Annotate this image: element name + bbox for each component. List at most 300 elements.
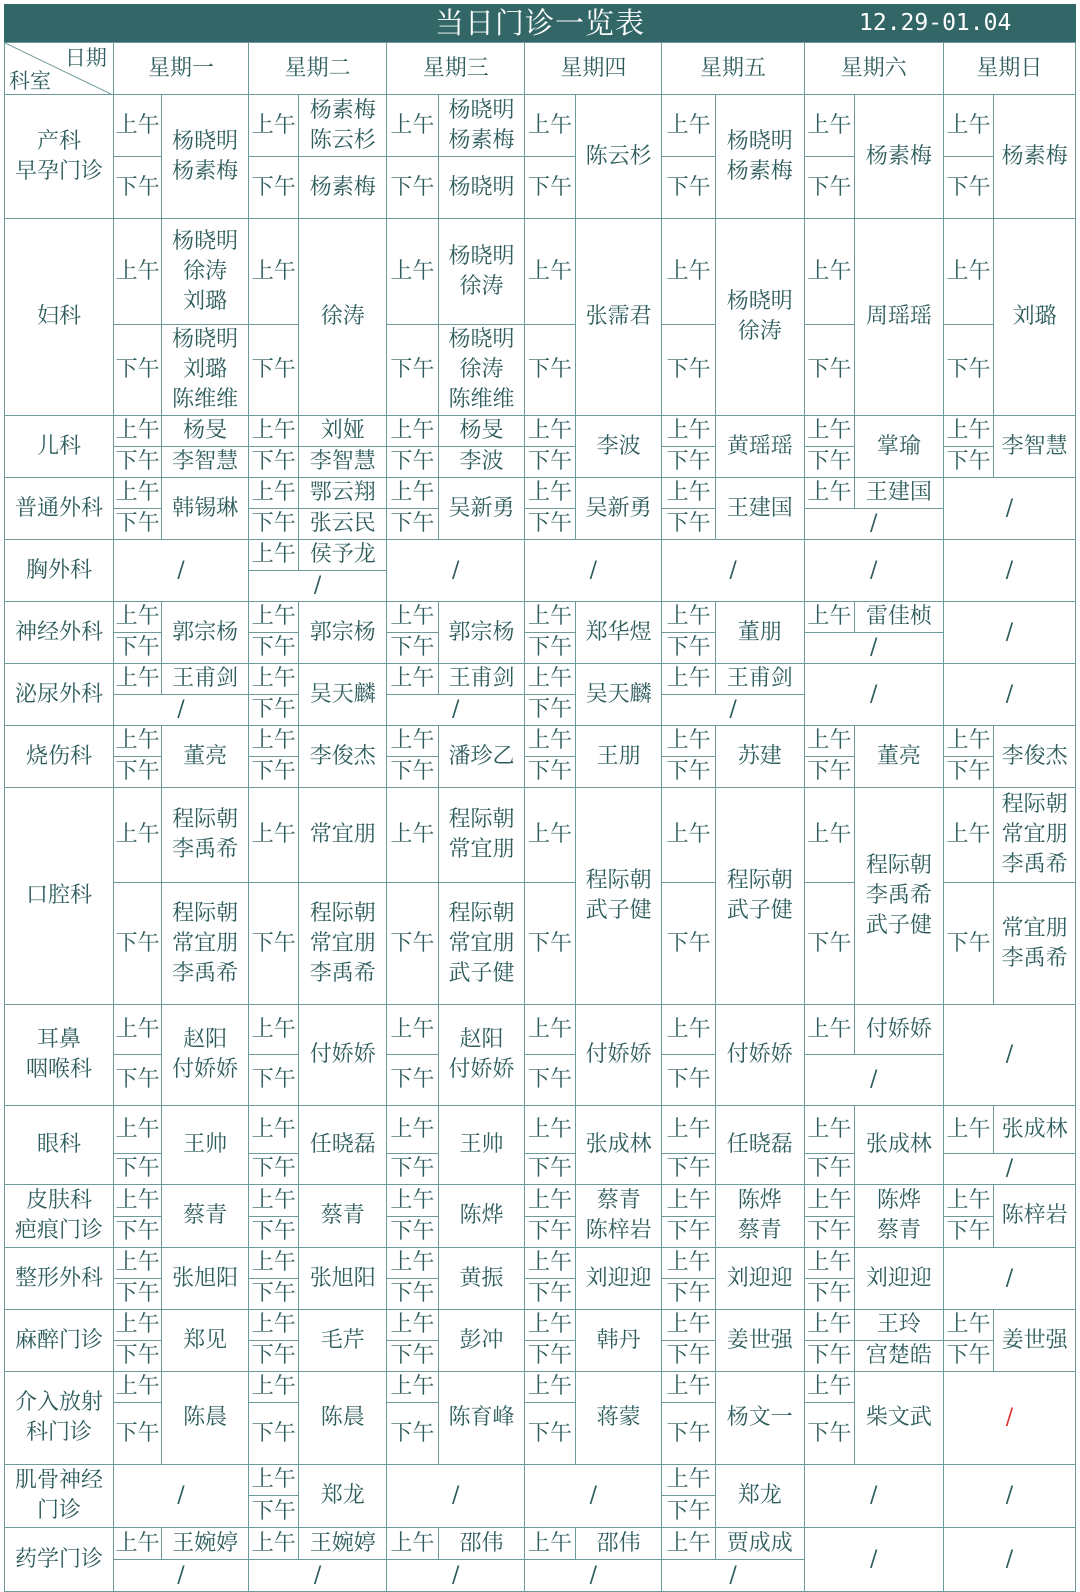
doctor-cell bbox=[994, 95, 1076, 219]
department-name bbox=[5, 788, 114, 1005]
pm-label: 下午 bbox=[662, 633, 715, 664]
am-label: 上午 bbox=[804, 1310, 854, 1341]
table-row bbox=[5, 664, 1076, 695]
doctor-name: 武子健 bbox=[585, 898, 652, 923]
pm-label: 下午 bbox=[387, 1403, 438, 1465]
doctor-name: 陈晨 bbox=[183, 1405, 228, 1430]
day-header: 星期三 bbox=[387, 43, 525, 95]
doctor-cell bbox=[438, 325, 525, 416]
doctor-name: 程际朝 bbox=[448, 900, 515, 926]
doctor-cell bbox=[994, 788, 1076, 883]
doctor-cell bbox=[994, 883, 1076, 1005]
doctor-cell bbox=[438, 664, 525, 695]
pm-label: 下午 bbox=[113, 1154, 161, 1185]
am-label: 上午 bbox=[249, 1248, 299, 1279]
doctor-cell bbox=[162, 1005, 249, 1106]
pm-label: 下午 bbox=[387, 325, 438, 416]
department-name bbox=[5, 602, 114, 664]
pm-label: 下午 bbox=[387, 1055, 438, 1106]
pm-label: 下午 bbox=[113, 633, 161, 664]
am-label: 上午 bbox=[249, 478, 299, 509]
department-name bbox=[5, 726, 114, 788]
doctor-name: 杨素梅 bbox=[1001, 143, 1068, 169]
doctor-name: 李俊杰 bbox=[1001, 743, 1068, 769]
day-header: 星期二 bbox=[249, 43, 387, 95]
am-label: 上午 bbox=[387, 1310, 438, 1341]
pm-label: 下午 bbox=[525, 1154, 575, 1185]
empty-slot: / bbox=[387, 695, 525, 726]
am-label: 上午 bbox=[804, 1372, 854, 1403]
doctor-cell bbox=[299, 1310, 387, 1372]
department-name bbox=[5, 664, 114, 726]
doctor-name: 李禹希 bbox=[1001, 945, 1068, 971]
pm-label: 下午 bbox=[662, 883, 715, 1005]
doctor-name: 王婉婷 bbox=[309, 1530, 376, 1556]
doctor-cell bbox=[575, 1106, 662, 1185]
am-label: 上午 bbox=[943, 416, 993, 447]
doctor-name: 姜世强 bbox=[726, 1327, 793, 1353]
department-name-line: 肌骨神经 bbox=[14, 1468, 103, 1493]
doctor-name: 任晓磊 bbox=[726, 1132, 793, 1157]
empty-slot: / bbox=[943, 1372, 1075, 1465]
empty-slot: / bbox=[525, 1560, 662, 1592]
doctor-cell bbox=[855, 219, 944, 416]
doctor-cell bbox=[855, 478, 944, 509]
doctor-name: 彭冲 bbox=[459, 1327, 504, 1353]
am-label: 上午 bbox=[113, 1106, 161, 1154]
am-label: 上午 bbox=[525, 416, 575, 447]
am-label: 上午 bbox=[525, 726, 575, 757]
doctor-cell bbox=[715, 1106, 804, 1185]
empty-slot: / bbox=[943, 602, 1075, 664]
doctor-cell bbox=[715, 416, 804, 478]
doctor-cell bbox=[299, 540, 387, 571]
corner-dept-label: 科室 bbox=[9, 69, 51, 93]
doctor-name: 李禹希 bbox=[172, 837, 239, 862]
doctor-cell bbox=[855, 1341, 944, 1372]
am-label: 上午 bbox=[804, 1005, 854, 1055]
department-name-line: 麻醉门诊 bbox=[14, 1327, 103, 1353]
am-label: 上午 bbox=[249, 1185, 299, 1217]
doctor-cell bbox=[162, 219, 249, 325]
am-label: 上午 bbox=[804, 1248, 854, 1279]
department-name bbox=[5, 219, 114, 416]
pm-label: 下午 bbox=[249, 1403, 299, 1465]
doctor-name: 李智慧 bbox=[172, 449, 239, 474]
am-label: 上午 bbox=[387, 219, 438, 325]
empty-slot: / bbox=[943, 478, 1075, 540]
am-label: 上午 bbox=[525, 478, 575, 509]
pm-label: 下午 bbox=[249, 1279, 299, 1310]
doctor-cell bbox=[855, 1106, 944, 1185]
empty-slot: / bbox=[804, 633, 943, 664]
pm-label: 下午 bbox=[249, 1217, 299, 1248]
schedule-sheet bbox=[4, 4, 1076, 1592]
am-label: 上午 bbox=[525, 1372, 575, 1403]
department-name-line: 产科 bbox=[36, 128, 81, 154]
pm-label: 下午 bbox=[804, 157, 854, 219]
pm-label: 下午 bbox=[662, 1055, 715, 1106]
doctor-name: 蔡青 bbox=[876, 1218, 921, 1243]
am-label: 上午 bbox=[662, 1248, 715, 1279]
doctor-name: 杨素梅 bbox=[309, 97, 376, 123]
department-name-line: 整形外科 bbox=[14, 1265, 103, 1291]
doctor-name: 常宜朋 bbox=[172, 930, 239, 956]
doctor-cell bbox=[575, 1528, 662, 1560]
empty-slot: / bbox=[804, 1465, 943, 1528]
doctor-cell bbox=[715, 1005, 804, 1106]
doctor-name: 杨旻 bbox=[183, 418, 228, 443]
am-label: 上午 bbox=[804, 95, 854, 157]
pm-label: 下午 bbox=[249, 157, 299, 219]
pm-label: 下午 bbox=[525, 1279, 575, 1310]
pm-label: 下午 bbox=[387, 1341, 438, 1372]
doctor-name: 常宜朋 bbox=[1001, 915, 1068, 941]
am-label: 上午 bbox=[113, 788, 161, 883]
doctor-cell bbox=[575, 602, 662, 664]
doctor-name: 徐涛 bbox=[459, 273, 504, 299]
doctor-cell bbox=[575, 1248, 662, 1310]
doctor-name: 王婉婷 bbox=[172, 1530, 239, 1556]
doctor-cell bbox=[162, 447, 249, 478]
doctor-name: 蔡青 bbox=[737, 1218, 782, 1243]
pm-label: 下午 bbox=[662, 1154, 715, 1185]
doctor-cell bbox=[715, 1185, 804, 1248]
table-row bbox=[5, 602, 1076, 633]
doctor-cell bbox=[715, 788, 804, 1005]
am-label: 上午 bbox=[804, 219, 854, 325]
pm-label: 下午 bbox=[387, 757, 438, 788]
department-name-line: 神经外科 bbox=[14, 619, 103, 645]
pm-label: 下午 bbox=[662, 757, 715, 788]
doctor-cell bbox=[575, 1310, 662, 1372]
department-name bbox=[5, 1106, 114, 1185]
doctor-cell bbox=[299, 726, 387, 788]
table-row bbox=[5, 1106, 1076, 1154]
doctor-name: 王甫剑 bbox=[726, 666, 793, 691]
doctor-name: 吴新勇 bbox=[585, 495, 652, 521]
pm-label: 下午 bbox=[249, 325, 299, 416]
department-name bbox=[5, 1465, 114, 1528]
pm-label: 下午 bbox=[943, 1217, 993, 1248]
doctor-name: 常宜朋 bbox=[448, 930, 515, 956]
doctor-cell bbox=[715, 1310, 804, 1372]
doctor-name: 李禹希 bbox=[172, 960, 239, 986]
department-name bbox=[5, 1310, 114, 1372]
table-row bbox=[5, 1372, 1076, 1403]
am-label: 上午 bbox=[525, 1106, 575, 1154]
am-label: 上午 bbox=[943, 1106, 993, 1154]
am-label: 上午 bbox=[249, 1106, 299, 1154]
am-label: 上午 bbox=[387, 1248, 438, 1279]
department-name bbox=[5, 1248, 114, 1310]
pm-label: 下午 bbox=[804, 757, 854, 788]
pm-label: 下午 bbox=[804, 883, 854, 1005]
doctor-cell bbox=[575, 664, 662, 726]
am-label: 上午 bbox=[249, 788, 299, 883]
empty-slot: / bbox=[804, 540, 943, 602]
doctor-name: 徐涛 bbox=[459, 357, 504, 382]
empty-slot: / bbox=[804, 509, 943, 540]
am-label: 上午 bbox=[804, 788, 854, 883]
am-label: 上午 bbox=[387, 1528, 438, 1560]
am-label: 上午 bbox=[525, 1005, 575, 1055]
department-name-line: 耳鼻 bbox=[36, 1027, 81, 1052]
doctor-cell bbox=[162, 788, 249, 883]
department-name-line: 咽喉科 bbox=[25, 1057, 92, 1082]
doctor-name: 杨文一 bbox=[726, 1405, 793, 1430]
doctor-cell bbox=[715, 1372, 804, 1465]
department-name-line: 儿科 bbox=[36, 433, 81, 459]
doctor-cell bbox=[299, 1465, 387, 1528]
pm-label: 下午 bbox=[662, 447, 715, 478]
pm-label: 下午 bbox=[804, 1403, 854, 1465]
department-name-line: 药学门诊 bbox=[14, 1546, 103, 1572]
empty-slot: / bbox=[662, 695, 804, 726]
am-label: 上午 bbox=[113, 1528, 161, 1560]
day-header: 星期六 bbox=[804, 43, 943, 95]
doctor-name: 陈烨 bbox=[737, 1188, 782, 1213]
doctor-name: 任晓磊 bbox=[309, 1132, 376, 1157]
empty-slot: / bbox=[943, 1528, 1075, 1592]
doctor-name: 黄振 bbox=[459, 1265, 504, 1291]
am-label: 上午 bbox=[662, 788, 715, 883]
doctor-cell bbox=[299, 219, 387, 416]
am-label: 上午 bbox=[249, 602, 299, 633]
am-label: 上午 bbox=[113, 1310, 161, 1341]
am-label: 上午 bbox=[662, 1465, 715, 1496]
doctor-name: 董亮 bbox=[876, 743, 921, 769]
doctor-cell bbox=[162, 664, 249, 695]
am-label: 上午 bbox=[249, 1005, 299, 1055]
doctor-name: 杨素梅 bbox=[309, 174, 376, 200]
pm-label: 下午 bbox=[387, 883, 438, 1005]
pm-label: 下午 bbox=[943, 757, 993, 788]
doctor-name: 程际朝 bbox=[726, 868, 793, 893]
doctor-name: 武子健 bbox=[726, 898, 793, 923]
doctor-cell bbox=[162, 1310, 249, 1372]
doctor-cell bbox=[299, 1005, 387, 1106]
table-row bbox=[5, 219, 1076, 325]
doctor-cell bbox=[438, 1248, 525, 1310]
am-label: 上午 bbox=[113, 1005, 161, 1055]
doctor-name: 杨素梅 bbox=[172, 158, 239, 184]
am-label: 上午 bbox=[249, 664, 299, 695]
doctor-name: 陈梓岩 bbox=[1001, 1203, 1068, 1228]
doctor-name: 程际朝 bbox=[1001, 792, 1068, 817]
doctor-name: 邵伟 bbox=[596, 1530, 641, 1556]
doctor-name: 掌瑜 bbox=[876, 433, 921, 459]
pm-label: 下午 bbox=[662, 1496, 715, 1528]
doctor-name: 张霈君 bbox=[585, 304, 652, 329]
doctor-name: 赵阳 bbox=[183, 1027, 228, 1052]
empty-slot: / bbox=[804, 1528, 943, 1592]
am-label: 上午 bbox=[804, 1185, 854, 1217]
am-label: 上午 bbox=[525, 788, 575, 883]
doctor-name: 李波 bbox=[459, 449, 504, 474]
doctor-name: 王朋 bbox=[596, 743, 641, 769]
department-name bbox=[5, 540, 114, 602]
doctor-cell bbox=[855, 1248, 944, 1310]
pm-label: 下午 bbox=[525, 157, 575, 219]
pm-label: 下午 bbox=[943, 157, 993, 219]
am-label: 上午 bbox=[662, 95, 715, 157]
doctor-cell bbox=[438, 95, 525, 157]
doctor-cell bbox=[162, 325, 249, 416]
pm-label: 下午 bbox=[662, 1341, 715, 1372]
doctor-name: 武子健 bbox=[448, 960, 515, 986]
pm-label: 下午 bbox=[804, 1279, 854, 1310]
pm-label: 下午 bbox=[113, 1217, 161, 1248]
am-label: 上午 bbox=[804, 478, 854, 509]
corner-date-label: 日期 bbox=[64, 46, 107, 70]
empty-slot: / bbox=[943, 1154, 1075, 1185]
doctor-cell bbox=[438, 1528, 525, 1560]
doctor-cell bbox=[299, 95, 387, 157]
doctor-cell bbox=[299, 416, 387, 447]
doctor-cell bbox=[162, 1106, 249, 1185]
doctor-cell bbox=[438, 1185, 525, 1248]
am-label: 上午 bbox=[804, 416, 854, 447]
doctor-name: 柴文武 bbox=[865, 1405, 932, 1430]
doctor-cell bbox=[575, 416, 662, 478]
doctor-cell bbox=[715, 219, 804, 416]
doctor-name: 张成林 bbox=[1001, 1116, 1068, 1142]
pm-label: 下午 bbox=[113, 757, 161, 788]
empty-slot: / bbox=[804, 664, 943, 726]
pm-label: 下午 bbox=[113, 1055, 161, 1106]
corner-cell bbox=[5, 43, 114, 95]
pm-label: 下午 bbox=[249, 1154, 299, 1185]
doctor-name: 刘璐 bbox=[1012, 304, 1057, 329]
doctor-name: 蔡青 bbox=[596, 1188, 641, 1213]
pm-label: 下午 bbox=[804, 1154, 854, 1185]
doctor-name: 黄瑶瑶 bbox=[726, 433, 793, 459]
pm-label: 下午 bbox=[113, 1403, 161, 1465]
doctor-cell bbox=[575, 1005, 662, 1106]
doctor-name: 王甫剑 bbox=[448, 666, 515, 691]
doctor-name: 陈梓岩 bbox=[585, 1218, 652, 1243]
doctor-cell bbox=[855, 1005, 944, 1055]
am-label: 上午 bbox=[387, 664, 438, 695]
doctor-name: 程际朝 bbox=[865, 853, 932, 878]
pm-label: 下午 bbox=[113, 157, 161, 219]
department-name bbox=[5, 1185, 114, 1248]
am-label: 上午 bbox=[387, 1106, 438, 1154]
table-row bbox=[5, 478, 1076, 509]
doctor-cell bbox=[715, 602, 804, 664]
empty-slot: / bbox=[525, 1465, 662, 1528]
doctor-name: 陈云杉 bbox=[585, 143, 652, 169]
doctor-name: 陈育峰 bbox=[448, 1405, 515, 1430]
doctor-name: 徐涛 bbox=[320, 304, 365, 329]
am-label: 上午 bbox=[525, 1528, 575, 1560]
doctor-name: 吴天麟 bbox=[309, 681, 376, 707]
doctor-cell bbox=[855, 95, 944, 219]
doctor-name: 杨晓明 bbox=[172, 128, 239, 154]
doctor-name: 郭宗杨 bbox=[172, 619, 239, 645]
am-label: 上午 bbox=[662, 219, 715, 325]
doctor-cell bbox=[575, 726, 662, 788]
pm-label: 下午 bbox=[113, 509, 161, 540]
pm-label: 下午 bbox=[387, 1279, 438, 1310]
table-row bbox=[5, 1248, 1076, 1279]
doctor-name: 陈维维 bbox=[172, 387, 239, 412]
doctor-cell bbox=[299, 1528, 387, 1560]
day-header: 星期一 bbox=[113, 43, 248, 95]
empty-slot: / bbox=[525, 540, 662, 602]
doctor-name: 王建国 bbox=[865, 480, 932, 505]
doctor-cell bbox=[715, 664, 804, 695]
am-label: 上午 bbox=[525, 219, 575, 325]
doctor-name: 常宜朋 bbox=[1001, 822, 1068, 847]
doctor-name: 程际朝 bbox=[309, 900, 376, 926]
doctor-cell bbox=[162, 1528, 249, 1560]
doctor-name: 陈烨 bbox=[459, 1203, 504, 1228]
doctor-cell bbox=[438, 602, 525, 664]
doctor-name: 李智慧 bbox=[1001, 433, 1068, 459]
pm-label: 下午 bbox=[525, 1217, 575, 1248]
am-label: 上午 bbox=[113, 416, 161, 447]
pm-label: 下午 bbox=[387, 633, 438, 664]
doctor-cell bbox=[299, 1248, 387, 1310]
am-label: 上午 bbox=[662, 1372, 715, 1403]
doctor-cell bbox=[299, 447, 387, 478]
pm-label: 下午 bbox=[525, 1055, 575, 1106]
pm-label: 下午 bbox=[943, 1341, 993, 1372]
doctor-cell bbox=[994, 1106, 1076, 1154]
doctor-name: 贾成成 bbox=[726, 1530, 793, 1556]
pm-label: 下午 bbox=[525, 695, 575, 726]
pm-label: 下午 bbox=[525, 1403, 575, 1465]
am-label: 上午 bbox=[387, 1185, 438, 1217]
doctor-cell bbox=[438, 1106, 525, 1185]
header-row bbox=[5, 43, 1076, 95]
am-label: 上午 bbox=[113, 95, 161, 157]
doctor-name: 侯予龙 bbox=[309, 542, 376, 567]
doctor-name: 常宜朋 bbox=[448, 837, 515, 862]
pm-label: 下午 bbox=[943, 883, 993, 1005]
am-label: 上午 bbox=[113, 664, 161, 695]
department-name bbox=[5, 1528, 114, 1592]
doctor-name: 杨素梅 bbox=[726, 158, 793, 184]
pm-label: 下午 bbox=[387, 157, 438, 219]
doctor-name: 赵阳 bbox=[459, 1027, 504, 1052]
doctor-cell bbox=[715, 1248, 804, 1310]
am-label: 上午 bbox=[804, 726, 854, 757]
pm-label: 下午 bbox=[662, 325, 715, 416]
pm-label: 下午 bbox=[525, 447, 575, 478]
table-row bbox=[5, 95, 1076, 157]
department-name-line: 口腔科 bbox=[25, 883, 92, 908]
department-name bbox=[5, 416, 114, 478]
doctor-name: 刘迎迎 bbox=[726, 1265, 793, 1291]
clinic-schedule-table bbox=[4, 42, 1076, 1592]
doctor-name: 付娇娇 bbox=[448, 1057, 515, 1082]
doctor-cell bbox=[438, 1310, 525, 1372]
day-header: 星期五 bbox=[662, 43, 804, 95]
am-label: 上午 bbox=[662, 1528, 715, 1560]
doctor-name: 刘娅 bbox=[320, 418, 365, 443]
am-label: 上午 bbox=[249, 540, 299, 571]
doctor-cell bbox=[162, 478, 249, 540]
department-name bbox=[5, 478, 114, 540]
doctor-name: 常宜朋 bbox=[309, 930, 376, 956]
department-name bbox=[5, 1372, 114, 1465]
doctor-cell bbox=[162, 883, 249, 1005]
doctor-name: 张成林 bbox=[585, 1132, 652, 1157]
pm-label: 下午 bbox=[249, 509, 299, 540]
